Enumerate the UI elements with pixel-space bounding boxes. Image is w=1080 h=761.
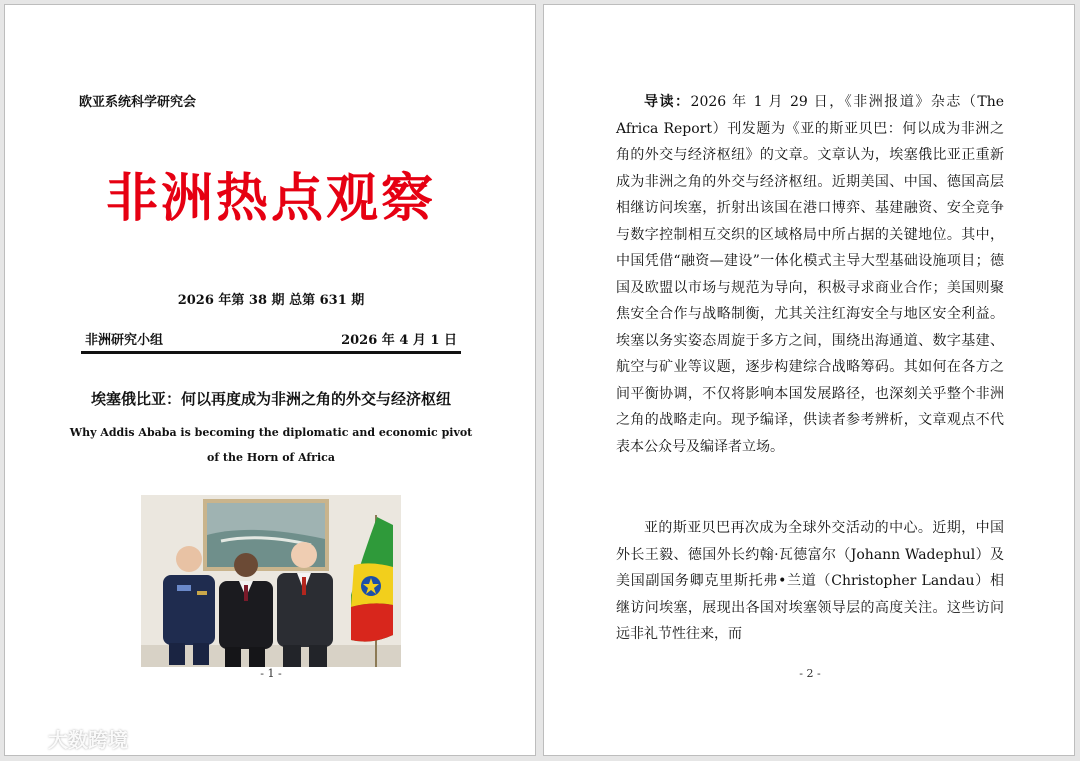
article-title-english <box>65 420 477 470</box>
intro-text: 2026 年 1 月 29 日，《非洲报道》杂志（The Africa Report）刊发题为《亚的斯亚贝巴：何以成为非洲之角的外交与经济枢纽》的文章。文章认为，埃塞俄比亚正重新成为非洲之角的外交与经济枢纽。近期美国、中国、德国高层相继访问埃塞，折射出该国在港口博弈、基建融资、安全竞争与数字控制相互交织的区域格局中所占据的关键地位。其中，中国凭借“融资—建设”一体化模式主导大型基础设施项目；德国及欧盟以市场与规范为导向，积极寻求商业合作；美国则聚焦安全合作与战略制衡，尤其关注红海安全与地区安全利益。埃塞以务实姿态周旋于多方之间，围绕出海通道、数字基建、航空与矿业等议题，逐步构建综合战略筹码。其如何在各方之间平衡协调，不仅将影响本国发展路径，也深刻关乎整个非洲之角的战略走向。现予编译，供读者参考辨析，文章观点不代表本公众号及编译者立场。 <box>616 94 1005 455</box>
title-en-line-2: of the Horn of Africa <box>207 451 335 464</box>
header-rule <box>81 351 461 354</box>
research-group: 非洲研究小组 <box>85 333 164 348</box>
intro-paragraph <box>616 89 1004 460</box>
page-number-2: - 2 - <box>799 667 821 680</box>
masthead-title: 非洲热点观察 <box>105 169 436 229</box>
logo-bubbles-icon <box>8 727 42 751</box>
paragraph-2-text: 亚的斯亚贝巴再次成为全球外交活动的中心。近期，中国外长王毅、德国外长约翰·瓦德富尔（Johann Wadephul）及美国副国务卿克里斯托弗•兰道（Christopher Landau）相继访问埃塞，展现出各国对埃塞领导层的高度关注。这些访问远非礼节性往来，而 <box>616 520 1004 642</box>
title-en-line-1: Why Addis Ababa is becoming the diplomatic and economic pivot <box>69 426 473 439</box>
document-page-1 <box>4 4 536 756</box>
publication-date: 2026 年 4 月 1 日 <box>341 333 457 348</box>
watermark-text: 大数跨境 <box>48 728 128 752</box>
document-page-2 <box>543 4 1075 756</box>
intro-label: 导读： <box>644 94 691 110</box>
issue-line: 2026 年第 38 期 总第 631 期 <box>177 293 365 308</box>
body-paragraph <box>616 515 1004 648</box>
organization-name: 欧亚系统科学研究会 <box>79 95 197 110</box>
article-title-chinese: 埃塞俄比亚：何以再度成为非洲之角的外交与经济枢纽 <box>90 390 451 408</box>
photo-illustration <box>141 495 401 667</box>
watermark <box>8 724 128 753</box>
page-number: - 1 - <box>260 667 282 680</box>
article-photo <box>141 495 401 667</box>
